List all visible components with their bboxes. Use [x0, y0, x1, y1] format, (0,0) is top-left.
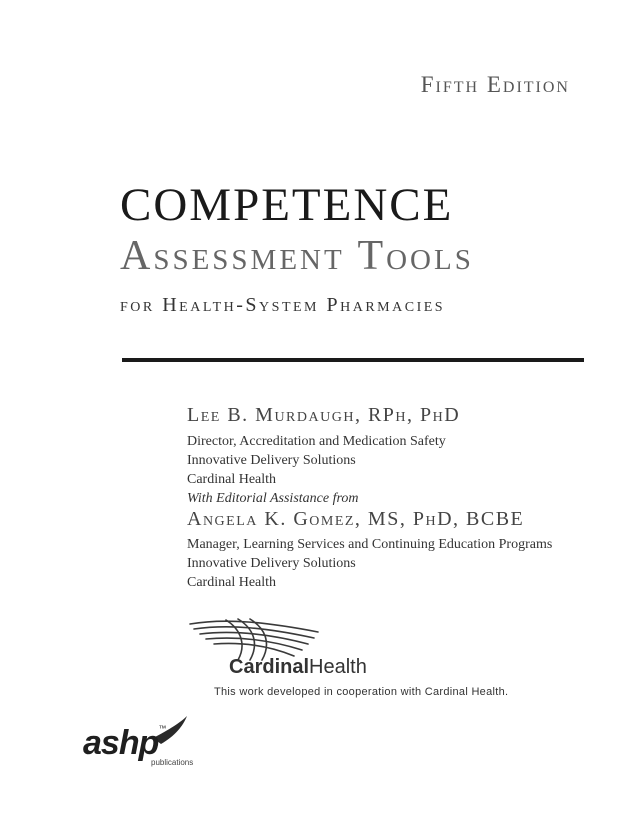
editor-block: [187, 489, 552, 592]
title-line-3: for Health-System Pharmacies: [120, 294, 446, 316]
ashp-tm: ™: [158, 724, 166, 733]
editor-intro: With Editorial Assistance from: [187, 491, 359, 506]
editor-line-1: Manager, Learning Services and Continuing Education Programs: [187, 537, 553, 552]
cooperation-note: This work developed in cooperation with Cardinal Health.: [214, 686, 509, 698]
author-block: [187, 404, 460, 489]
logo-text-bold: Cardinal: [229, 656, 310, 678]
author-line-2: Innovative Delivery Solutions: [187, 453, 356, 468]
logo-text-regular: Health: [309, 656, 367, 678]
title-line-1: COMPETENCE: [120, 179, 454, 231]
title-divider: [122, 358, 584, 362]
editor-name: Angela K. Gomez, MS, PhD, BCBE: [187, 508, 525, 530]
ashp-sub: publications: [151, 758, 194, 767]
editor-line-2: Innovative Delivery Solutions: [187, 556, 356, 571]
author-line-3: Cardinal Health: [187, 472, 277, 487]
editor-line-3: Cardinal Health: [187, 575, 277, 590]
author-name: Lee B. Murdaugh, RPh, PhD: [187, 404, 461, 426]
title-line-2: Assessment Tools: [120, 233, 474, 279]
author-line-1: Director, Accreditation and Medication Safety: [187, 434, 446, 449]
cardinal-health-logo: [229, 656, 367, 679]
ashp-wordmark: ashp: [83, 724, 159, 762]
edition-label: Fifth Edition: [420, 72, 570, 97]
